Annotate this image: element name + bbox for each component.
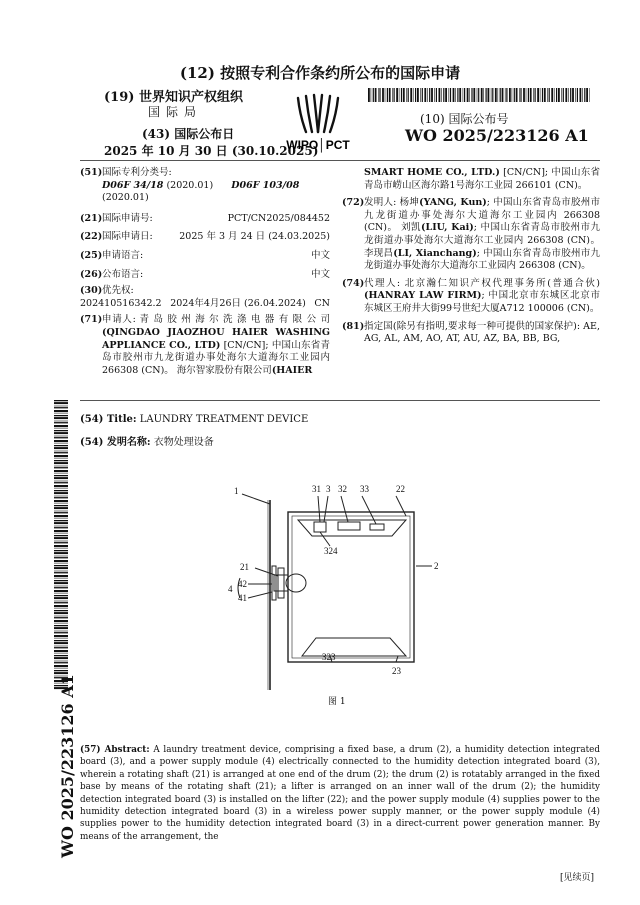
field-81: (81) 指定国(除另有指明,要求每一种可提供的国家保护): AE, AG, AL, AM, AO, AT, AU, AZ, BA, BB, BG, [342, 320, 600, 345]
lower-lifter [302, 638, 406, 656]
wipo-logo [278, 92, 358, 154]
board-box [370, 524, 384, 530]
bibliographic-right [342, 167, 600, 349]
fig-label-2: 2 [434, 561, 439, 571]
sensor-box [314, 522, 326, 532]
field-22: (22) 国际申请日: 2025 年 3 月 24 日 (24.03.2025) [80, 231, 330, 243]
board-box [338, 522, 360, 530]
wipo-logo-icon [278, 92, 358, 154]
barcode [368, 88, 590, 102]
fig-label-21: 21 [240, 562, 249, 572]
field-72: (72) 发明人: 杨坤(YANG, Kun); 中国山东省青岛市胶州市九龙街道办事处海尔大道海尔工业园内 266308 (CN)。 刘凯(LIU, Kai); 中国山东省青岛市胶州市九龙街道办事处海尔大道海尔工业园内 266308 (CN)。 李现昌(LI, Xianchang); 中国山东省青岛市胶州市九龙街道办事处海尔大道海尔工业园内 266308 (CN)。 [342, 197, 600, 272]
figure-caption: 图 1 [328, 697, 346, 707]
side-pubno: WO 2025/223126 A1 [58, 674, 77, 858]
fig-label-42: 42 [238, 579, 247, 589]
shaft-flange [286, 574, 306, 592]
fig-label-4: 4 [228, 584, 233, 594]
fig-label-31: 31 [312, 484, 321, 494]
fig-label-32: 32 [338, 484, 347, 494]
divider [80, 160, 600, 161]
patent-figure [220, 480, 470, 690]
power-module [278, 568, 284, 598]
fig-label-33: 33 [360, 484, 369, 494]
field-21: (21) 国际申请号: PCT/CN2025/084452 [80, 212, 330, 224]
fig-label-41: 41 [238, 593, 247, 603]
document-title: (12) 按照专利合作条约所公布的国际申请 [179, 64, 461, 82]
org-subname: 国际局 [148, 105, 203, 119]
fig-label-22: 22 [396, 484, 405, 494]
continued-note: [见续页] [560, 873, 595, 883]
field-51: (51) 国际专利分类号: D06F 34/18 (2020.01) D06F 103/08 (2020.01) [80, 167, 300, 204]
drum-outline [288, 512, 414, 662]
title-english: (54) Title: LAUNDRY TREATMENT DEVICE [80, 414, 309, 425]
field-30: (30) 优先权: 202410516342.2 2024年4月26日 (26.04.2024) CN [80, 285, 330, 309]
fig-label-1: 1 [234, 486, 239, 496]
bibliographic-left [80, 167, 330, 380]
fig-label-23: 23 [392, 666, 401, 676]
pubno-value: WO 2025/223126 A1 [405, 126, 589, 145]
field-71: (71) 申请人: 青 岛 胶 州 海 尔 洗 涤 电 器 有 限 公 司 (QINGDAO JIAOZHOU HAIER WASHING APPLIANCE CO., LTD) [CN/CN]; 中国山东省青岛市胶州市九龙街道办事处海尔大道海尔工业园内 266308 (CN)。 海尔智家股份有限公司(HAIER [80, 314, 330, 376]
field-26: (26) 公布语言: 中文 [80, 268, 330, 280]
logo-text: WIPO│PCT [286, 138, 350, 152]
field-25: (25) 申请语言: 中文 [80, 249, 330, 261]
abstract: (57) Abstract: A laundry treatment device, comprising a fixed base, a drum (2), a humidity detection integrated board (3), and a power supply module (4) electrically connected to the humidity detection integrated board (3), wherein a rotating shaft (21) is arranged at one end of the drum (2); the drum (2) is rotatably arranged in the fixed base by means of the rotating shaft (21); a lifter is arranged on an inner wall of the drum (2); the humidity detection integrated board (3) is installed on the lifter (22); and the power supply module (4) supplies power to the humidity detection integrated board (3) in a wireless power supply manner, or the power supply module (4) supplies power to the humidity detection integrated board (3) in a direct-current power generation manner. By means of the arrangement, the [80, 745, 600, 842]
fig-label-3: 3 [326, 484, 331, 494]
pubdate-label: (43) 国际公布日 [142, 127, 235, 141]
field-71-continued: SMART HOME CO., LTD.) [CN/CN]; 中国山东省青岛市崂山区海尔路1号海尔工业园 266101 (CN)。 [364, 167, 600, 191]
org-name: (19) 世界知识产权组织 [104, 90, 243, 105]
fig-label-324: 324 [324, 546, 338, 556]
pubno-label: (10) 国际公布号 [420, 112, 509, 126]
divider [80, 400, 600, 401]
fig-label-323: 323 [322, 652, 336, 662]
drum-inner [292, 516, 410, 658]
pubdate-value: 2025 年 10 月 30 日 (30.10.2025) [104, 144, 319, 158]
side-barcode [54, 400, 68, 690]
title-chinese: (54) 发明名称: 衣物处理设备 [80, 437, 214, 448]
field-74: (74) 代理人: 北京瀚仁知识产权代理事务所(普通合伙)(HANRAY LAW FIRM); 中国北京市东城区北京市东城区王府井大街99号世纪大厦A712 100006 (CN)。 [342, 277, 600, 314]
